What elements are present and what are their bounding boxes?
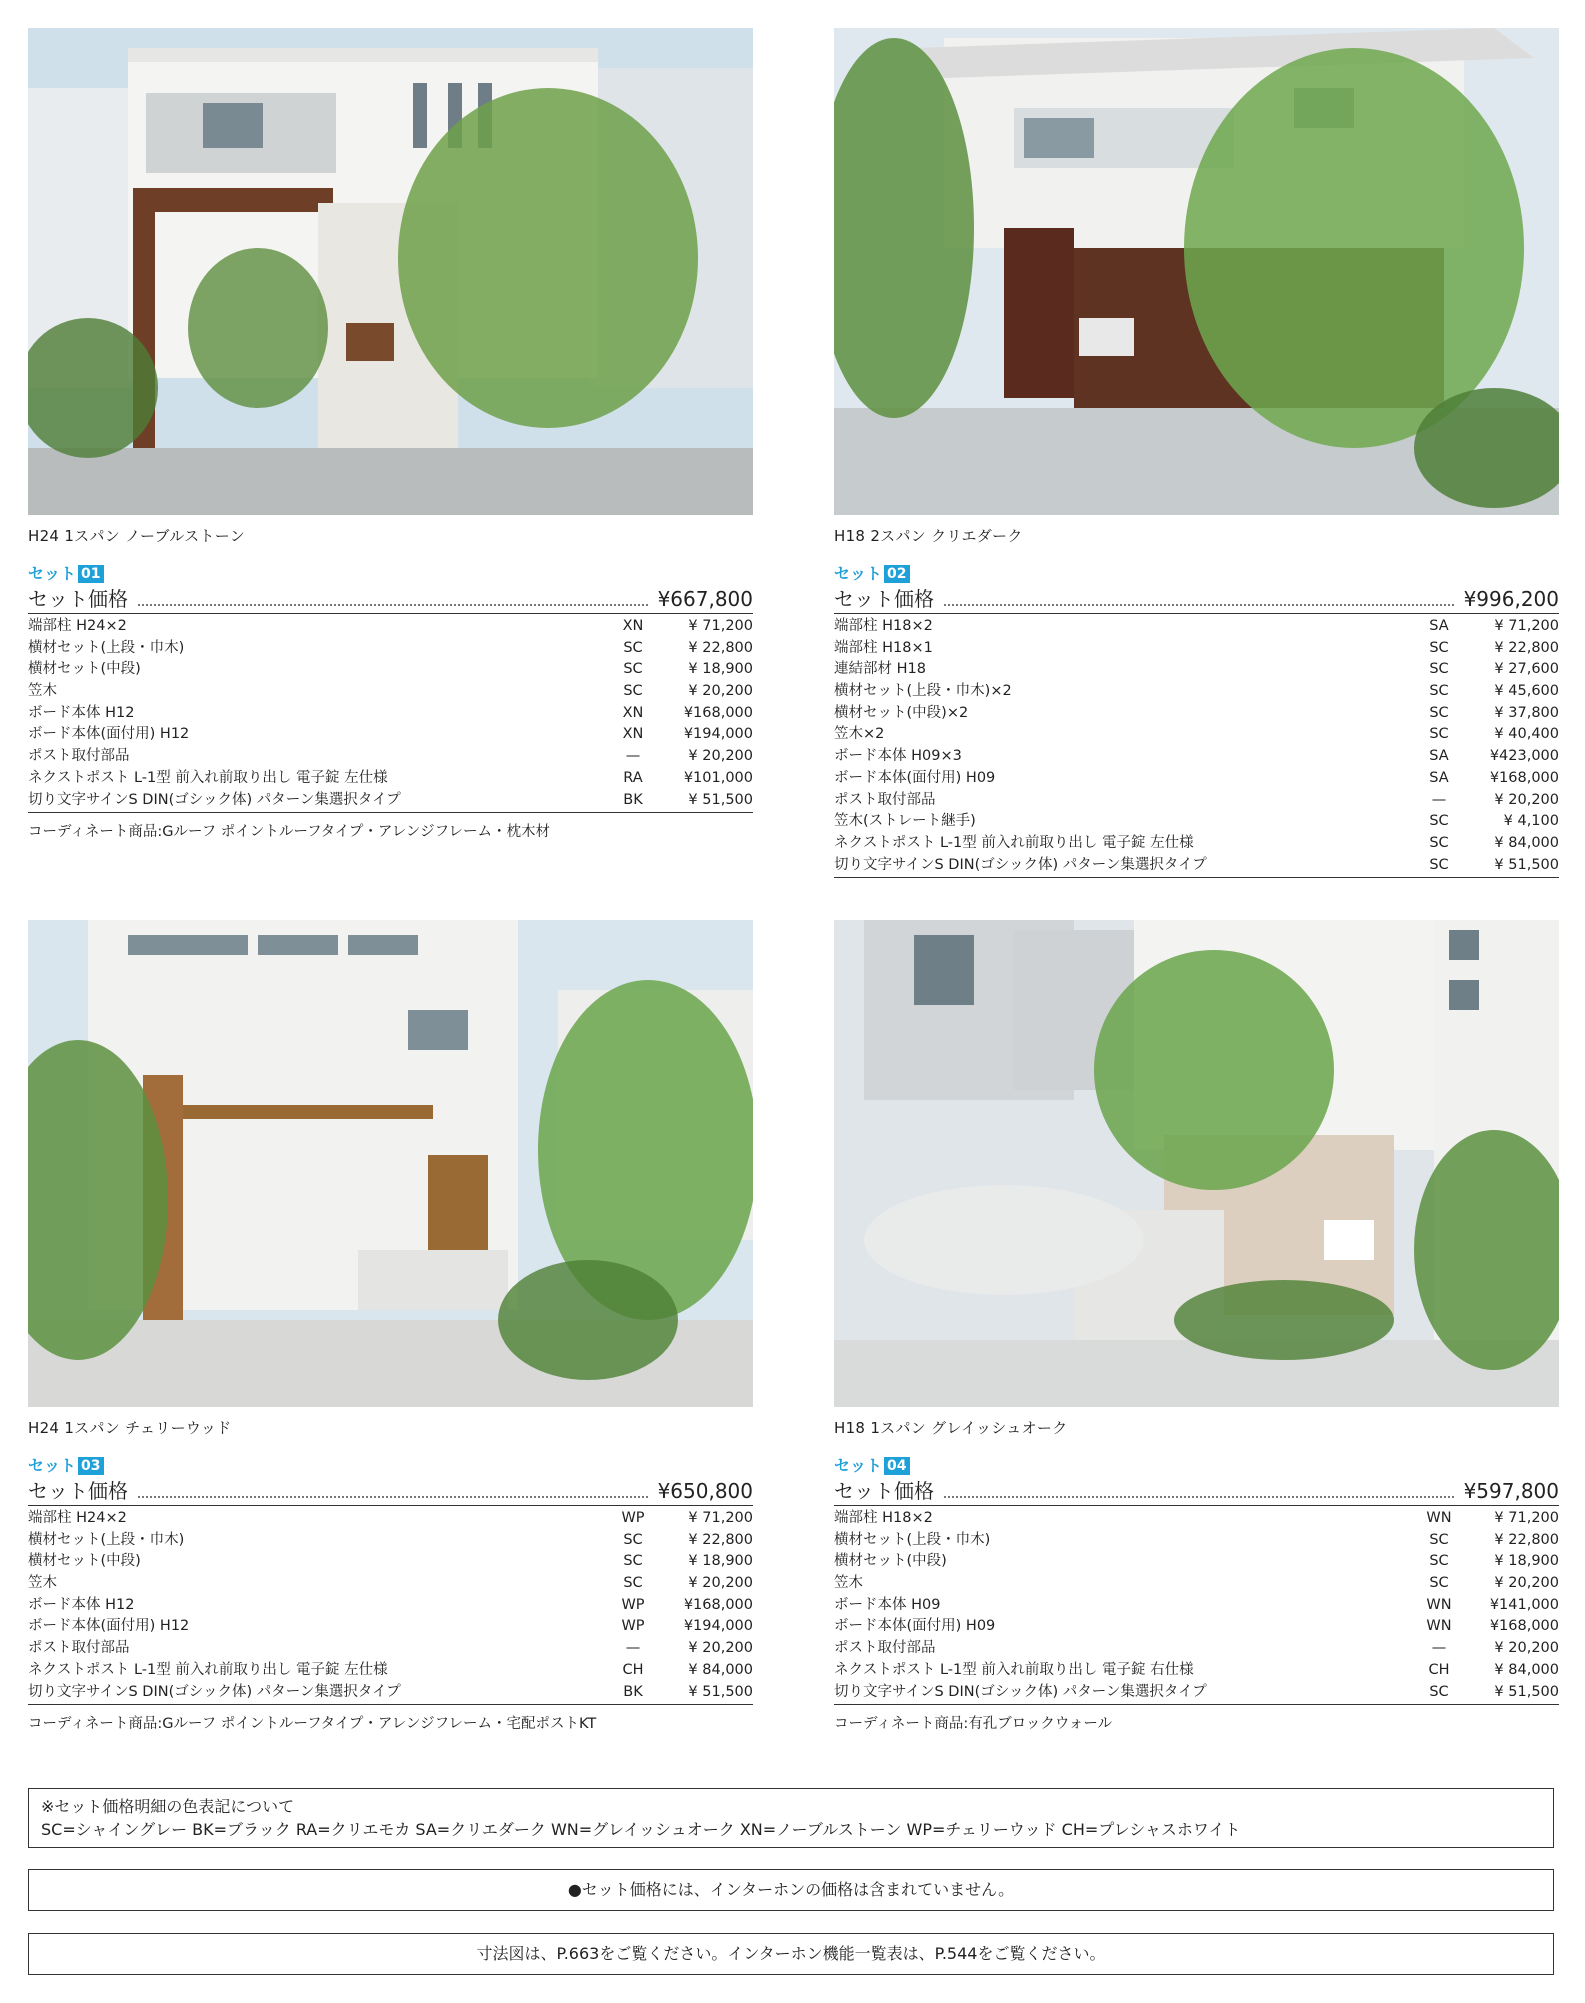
table-row bbox=[834, 724, 1559, 746]
item-price: ¥ 18,900 bbox=[1494, 1553, 1559, 1570]
item-name: 横材セット(上段・巾木) bbox=[28, 639, 185, 656]
table-row bbox=[28, 1595, 753, 1617]
set-tag bbox=[834, 561, 1559, 583]
color-code: WP bbox=[621, 1618, 645, 1635]
table-row bbox=[28, 681, 753, 703]
color-code: XN bbox=[622, 704, 644, 721]
set-price-label: セット価格 bbox=[834, 1479, 934, 1503]
product-caption: H18 2スパン クリエダーク bbox=[834, 527, 1023, 545]
item-price: ¥ 71,200 bbox=[688, 618, 753, 634]
table-row bbox=[28, 1573, 753, 1595]
item-name: 笠木×2 bbox=[834, 726, 885, 743]
set-03 bbox=[28, 920, 753, 1733]
item-name: ボード本体(面付用) H09 bbox=[834, 1618, 996, 1635]
item-name: 切り文字サインS DIN(ゴシック体) パターン集選択タイプ bbox=[834, 1683, 1207, 1700]
color-code: SC bbox=[623, 639, 643, 656]
color-code: WP bbox=[621, 1510, 645, 1526]
item-price: ¥ 22,800 bbox=[688, 639, 753, 656]
table-row bbox=[28, 1638, 753, 1660]
item-price: ¥ 84,000 bbox=[1494, 1661, 1559, 1678]
item-price: ¥168,000 bbox=[1489, 1618, 1559, 1635]
item-name: 切り文字サインS DIN(ゴシック体) パターン集選択タイプ bbox=[28, 1683, 401, 1700]
item-price: ¥141,000 bbox=[1489, 1596, 1559, 1613]
product-photo bbox=[834, 920, 1559, 1407]
set-01 bbox=[28, 28, 753, 841]
price-breakdown-table bbox=[28, 614, 753, 813]
item-price: ¥ 20,200 bbox=[1494, 1575, 1559, 1592]
color-code: WN bbox=[1426, 1510, 1452, 1526]
table-row bbox=[834, 1682, 1559, 1704]
item-price: ¥ 37,800 bbox=[1494, 704, 1559, 721]
item-name: ネクストポスト L-1型 前入れ前取り出し 電子錠 左仕様 bbox=[28, 1661, 388, 1678]
table-row bbox=[28, 616, 753, 638]
item-name: 横材セット(中段)×2 bbox=[834, 704, 969, 721]
table-row bbox=[834, 790, 1559, 812]
product-caption: H18 1スパン グレイッシュオーク bbox=[834, 1419, 1068, 1437]
color-code: — bbox=[1431, 791, 1447, 808]
item-price: ¥423,000 bbox=[1489, 748, 1559, 765]
item-name: ネクストポスト L-1型 前入れ前取り出し 電子錠 右仕様 bbox=[834, 1661, 1194, 1678]
color-code: SC bbox=[623, 661, 643, 678]
item-name: ネクストポスト L-1型 前入れ前取り出し 電子錠 左仕様 bbox=[834, 834, 1194, 851]
set-tag-number: 03 bbox=[78, 1457, 103, 1475]
product-photo bbox=[834, 28, 1559, 515]
table-row bbox=[28, 638, 753, 660]
item-price: ¥ 45,600 bbox=[1494, 683, 1559, 700]
product-caption: H24 1スパン ノーブルストーン bbox=[28, 527, 245, 545]
item-name: 笠木 bbox=[28, 1575, 57, 1592]
table-row bbox=[834, 855, 1559, 877]
table-row bbox=[834, 1595, 1559, 1617]
color-code: SC bbox=[1429, 1553, 1449, 1570]
item-name: 横材セット(中段) bbox=[28, 1553, 141, 1570]
set-price-total: ¥667,800 bbox=[657, 587, 753, 611]
set-tag bbox=[28, 561, 753, 583]
color-code: SC bbox=[1429, 704, 1449, 721]
intercom-price-note: ●セット価格には、インターホンの価格は含まれていません。 bbox=[28, 1869, 1554, 1911]
item-name: 笠木 bbox=[28, 683, 57, 700]
color-code: RA bbox=[623, 769, 643, 786]
color-code: SA bbox=[1429, 769, 1449, 786]
table-row bbox=[834, 659, 1559, 681]
color-code: SC bbox=[1429, 813, 1449, 830]
table-row bbox=[28, 1551, 753, 1573]
table-row bbox=[834, 1616, 1559, 1638]
item-price: ¥ 84,000 bbox=[1494, 834, 1559, 851]
color-code: SC bbox=[623, 1553, 643, 1570]
item-price: ¥ 51,500 bbox=[688, 1683, 753, 1700]
set-02 bbox=[834, 28, 1559, 878]
color-code: BK bbox=[623, 1683, 643, 1700]
set-tag bbox=[834, 1453, 1559, 1475]
item-name: 笠木 bbox=[834, 1575, 863, 1592]
item-price: ¥ 20,200 bbox=[1494, 791, 1559, 808]
item-price: ¥ 20,200 bbox=[688, 748, 753, 765]
color-code: SC bbox=[1429, 1575, 1449, 1592]
item-price: ¥ 20,200 bbox=[1494, 1640, 1559, 1657]
color-code: SC bbox=[1429, 856, 1449, 873]
item-price: ¥101,000 bbox=[683, 769, 753, 786]
item-name: 横材セット(中段) bbox=[28, 661, 141, 678]
color-code-legend bbox=[28, 1788, 1554, 1848]
table-row bbox=[28, 768, 753, 790]
set-tag-label: セット bbox=[28, 1456, 77, 1475]
item-name: 端部柱 H24×2 bbox=[28, 1510, 127, 1526]
item-price: ¥194,000 bbox=[683, 726, 753, 743]
set-price-header bbox=[834, 583, 1559, 614]
set-price-label: セット価格 bbox=[834, 587, 934, 611]
leader-dots bbox=[138, 1496, 648, 1498]
leader-dots bbox=[944, 604, 1454, 606]
item-name: 端部柱 H18×1 bbox=[834, 639, 933, 656]
item-price: ¥ 18,900 bbox=[688, 1553, 753, 1570]
table-row bbox=[28, 703, 753, 725]
table-row bbox=[28, 790, 753, 812]
table-row bbox=[834, 811, 1559, 833]
table-row bbox=[834, 1530, 1559, 1552]
item-name: 横材セット(上段・巾木)×2 bbox=[834, 683, 1012, 700]
set-tag-number: 04 bbox=[884, 1457, 909, 1475]
leader-dots bbox=[138, 604, 648, 606]
table-row bbox=[834, 1660, 1559, 1682]
color-code: SC bbox=[623, 1575, 643, 1592]
color-code: SC bbox=[1429, 834, 1449, 851]
item-name: ネクストポスト L-1型 前入れ前取り出し 電子錠 左仕様 bbox=[28, 769, 388, 786]
item-name: ボード本体(面付用) H12 bbox=[28, 726, 190, 743]
legend-title: ※セット価格明細の色表記について bbox=[41, 1797, 295, 1816]
table-row bbox=[28, 1616, 753, 1638]
item-price: ¥ 27,600 bbox=[1494, 661, 1559, 678]
table-row bbox=[28, 724, 753, 746]
color-code: CH bbox=[622, 1661, 644, 1678]
item-name: 切り文字サインS DIN(ゴシック体) パターン集選択タイプ bbox=[834, 856, 1207, 873]
product-photo bbox=[28, 920, 753, 1407]
coordinate-products: コーディネート商品:Gルーフ ポイントルーフタイプ・アレンジフレーム・宅配ポストKT bbox=[28, 1716, 597, 1733]
table-row bbox=[834, 703, 1559, 725]
table-row bbox=[834, 833, 1559, 855]
color-code: SC bbox=[623, 1531, 643, 1548]
set-04 bbox=[834, 920, 1559, 1733]
item-price: ¥168,000 bbox=[1489, 769, 1559, 786]
table-row bbox=[834, 1551, 1559, 1573]
table-row bbox=[28, 1660, 753, 1682]
item-name: ポスト取付部品 bbox=[834, 791, 936, 808]
color-code: XN bbox=[622, 618, 644, 634]
color-code: WP bbox=[621, 1596, 645, 1613]
item-price: ¥ 22,800 bbox=[1494, 1531, 1559, 1548]
item-price: ¥ 51,500 bbox=[688, 791, 753, 808]
item-price: ¥ 18,900 bbox=[688, 661, 753, 678]
table-row bbox=[834, 1638, 1559, 1660]
set-tag bbox=[28, 1453, 753, 1475]
item-name: ボード本体(面付用) H09 bbox=[834, 769, 996, 786]
item-name: ボード本体 H09 bbox=[834, 1596, 941, 1613]
item-price: ¥ 71,200 bbox=[1494, 1510, 1559, 1526]
table-row bbox=[834, 1573, 1559, 1595]
item-name: 端部柱 H18×2 bbox=[834, 1510, 933, 1526]
item-price: ¥168,000 bbox=[683, 1596, 753, 1613]
price-breakdown-table bbox=[834, 1506, 1559, 1705]
table-row bbox=[834, 616, 1559, 638]
color-code: WN bbox=[1426, 1618, 1452, 1635]
table-row bbox=[834, 746, 1559, 768]
set-price-label: セット価格 bbox=[28, 1479, 128, 1503]
set-price-total: ¥597,800 bbox=[1463, 1479, 1559, 1503]
table-row bbox=[28, 1508, 753, 1530]
color-code: SC bbox=[1429, 1531, 1449, 1548]
item-name: ポスト取付部品 bbox=[28, 748, 130, 765]
table-row bbox=[834, 681, 1559, 703]
price-breakdown-table bbox=[834, 614, 1559, 878]
color-code: WN bbox=[1426, 1596, 1452, 1613]
item-price: ¥ 20,200 bbox=[688, 683, 753, 700]
set-tag-label: セット bbox=[834, 1456, 883, 1475]
item-name: ポスト取付部品 bbox=[28, 1640, 130, 1657]
set-tag-number: 01 bbox=[78, 565, 103, 583]
item-name: 横材セット(上段・巾木) bbox=[834, 1531, 991, 1548]
color-code: SC bbox=[1429, 683, 1449, 700]
item-price: ¥168,000 bbox=[683, 704, 753, 721]
item-name: ボード本体(面付用) H12 bbox=[28, 1618, 190, 1635]
item-price: ¥ 40,400 bbox=[1494, 726, 1559, 743]
item-name: 笠木(ストレート継手) bbox=[834, 813, 976, 830]
table-row bbox=[834, 1508, 1559, 1530]
item-name: ポスト取付部品 bbox=[834, 1640, 936, 1657]
legend-text: SC=シャイングレー BK=ブラック RA=クリエモカ SA=クリエダーク WN=グレイッシュオーク XN=ノーブルストーン WP=チェリーウッド CH=プレシャスホワイト bbox=[41, 1820, 1241, 1839]
color-code: CH bbox=[1428, 1661, 1450, 1678]
color-code: SC bbox=[1429, 1683, 1449, 1700]
color-code: SC bbox=[1429, 661, 1449, 678]
set-price-header bbox=[28, 583, 753, 614]
color-code: SA bbox=[1429, 748, 1449, 765]
color-code: BK bbox=[623, 791, 643, 808]
color-code: — bbox=[1431, 1640, 1447, 1657]
item-price: ¥ 71,200 bbox=[1494, 618, 1559, 634]
set-price-total: ¥650,800 bbox=[657, 1479, 753, 1503]
item-price: ¥ 51,500 bbox=[1494, 856, 1559, 873]
table-row bbox=[28, 659, 753, 681]
item-name: 連結部材 H18 bbox=[834, 661, 926, 678]
table-row bbox=[834, 638, 1559, 660]
price-breakdown-table bbox=[28, 1506, 753, 1705]
table-row bbox=[834, 768, 1559, 790]
item-name: 端部柱 H24×2 bbox=[28, 618, 127, 634]
item-price: ¥ 20,200 bbox=[688, 1575, 753, 1592]
color-code: — bbox=[625, 1640, 641, 1657]
item-name: 端部柱 H18×2 bbox=[834, 618, 933, 634]
item-price: ¥ 84,000 bbox=[688, 1661, 753, 1678]
table-row bbox=[28, 1682, 753, 1704]
item-price: ¥ 20,200 bbox=[688, 1640, 753, 1657]
product-caption: H24 1スパン チェリーウッド bbox=[28, 1419, 232, 1437]
set-price-label: セット価格 bbox=[28, 587, 128, 611]
color-code: SA bbox=[1429, 618, 1449, 634]
set-price-total: ¥996,200 bbox=[1463, 587, 1559, 611]
item-price: ¥ 71,200 bbox=[688, 1510, 753, 1526]
color-code: — bbox=[625, 748, 641, 765]
set-tag-label: セット bbox=[834, 564, 883, 583]
set-tag-number: 02 bbox=[884, 565, 909, 583]
leader-dots bbox=[944, 1496, 1454, 1498]
coordinate-products: コーディネート商品:有孔ブロックウォール bbox=[834, 1716, 1113, 1733]
color-code: SC bbox=[1429, 726, 1449, 743]
set-price-header bbox=[834, 1475, 1559, 1506]
color-code: SC bbox=[623, 683, 643, 700]
item-price: ¥ 22,800 bbox=[1494, 639, 1559, 656]
table-row bbox=[28, 1530, 753, 1552]
item-name: 切り文字サインS DIN(ゴシック体) パターン集選択タイプ bbox=[28, 791, 401, 808]
item-price: ¥ 22,800 bbox=[688, 1531, 753, 1548]
coordinate-products: コーディネート商品:Gルーフ ポイントルーフタイプ・アレンジフレーム・枕木材 bbox=[28, 824, 550, 841]
page-reference-note: 寸法図は、P.663をご覧ください。インターホン機能一覧表は、P.544をご覧ください。 bbox=[28, 1933, 1554, 1975]
color-code: SC bbox=[1429, 639, 1449, 656]
item-price: ¥194,000 bbox=[683, 1618, 753, 1635]
item-name: ボード本体 H09×3 bbox=[834, 748, 962, 765]
color-code: XN bbox=[622, 726, 644, 743]
item-name: 横材セット(中段) bbox=[834, 1553, 947, 1570]
table-row bbox=[28, 746, 753, 768]
item-name: ボード本体 H12 bbox=[28, 704, 135, 721]
set-tag-label: セット bbox=[28, 564, 77, 583]
item-price: ¥ 51,500 bbox=[1494, 1683, 1559, 1700]
item-name: ボード本体 H12 bbox=[28, 1596, 135, 1613]
item-price: ¥ 4,100 bbox=[1503, 813, 1559, 830]
product-photo bbox=[28, 28, 753, 515]
set-price-header bbox=[28, 1475, 753, 1506]
item-name: 横材セット(上段・巾木) bbox=[28, 1531, 185, 1548]
